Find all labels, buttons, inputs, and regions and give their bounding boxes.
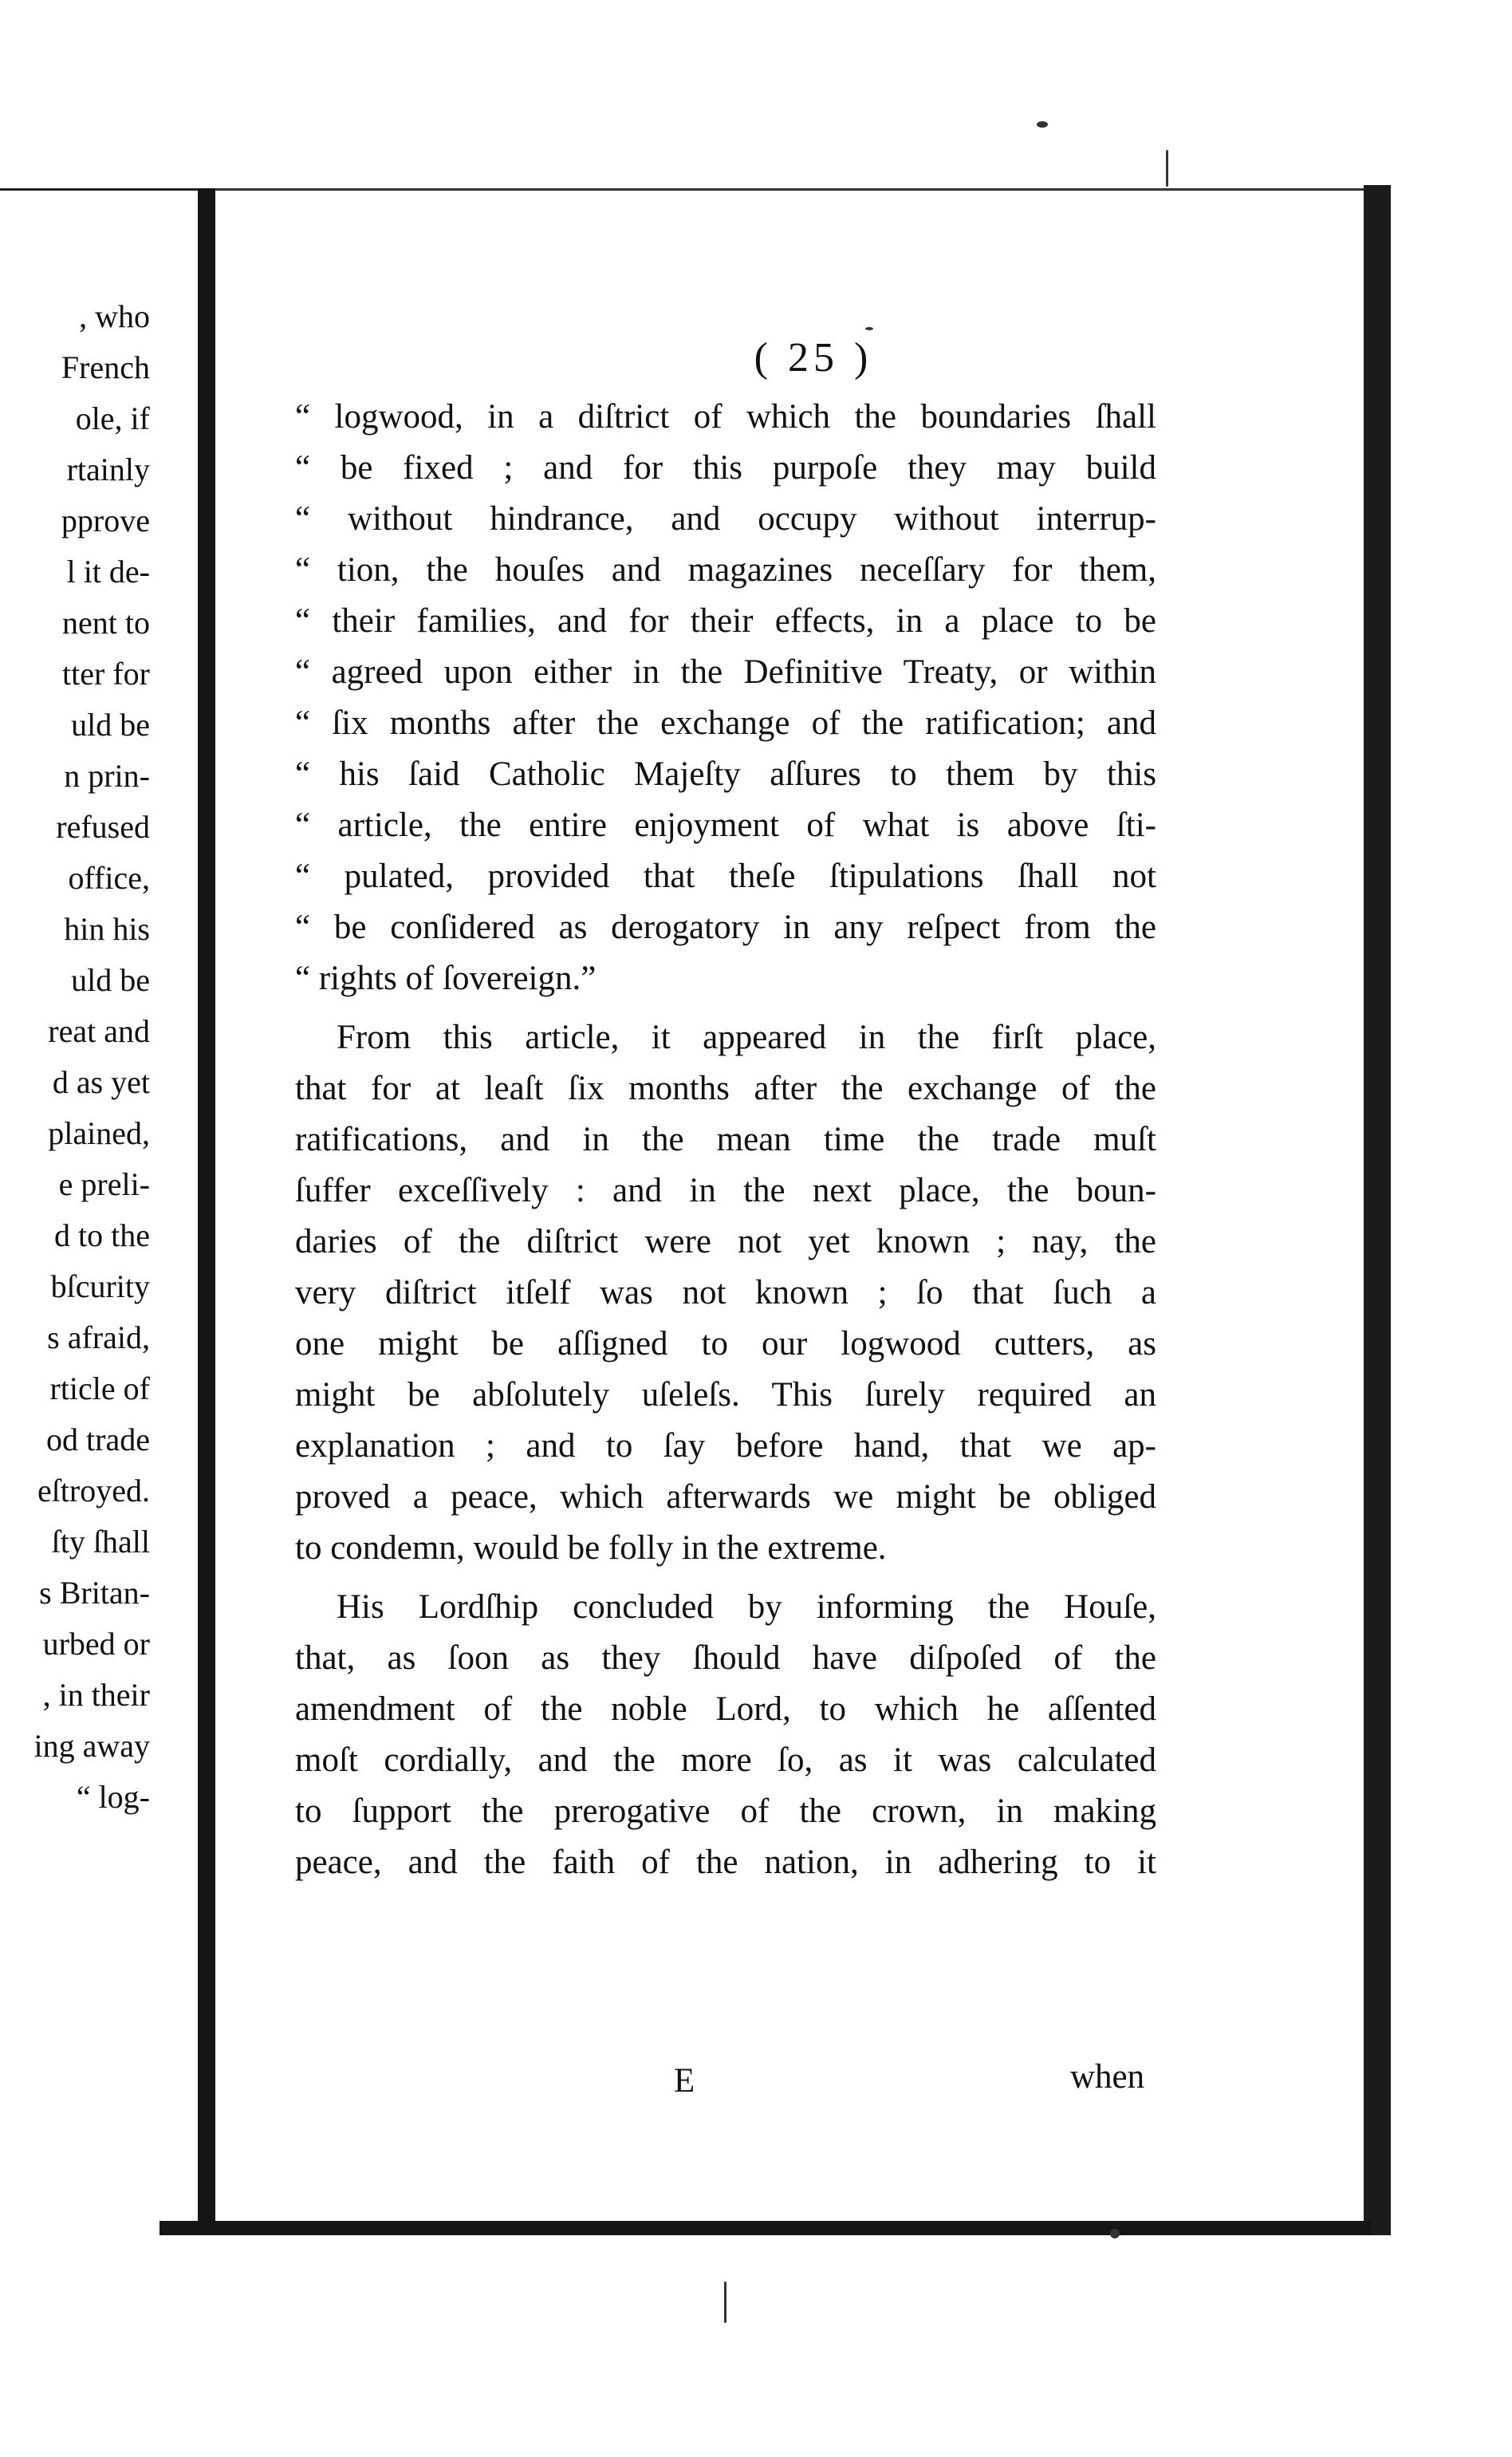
text-line: that for at leaſt ſix months after the exchange of the xyxy=(295,1070,1156,1107)
paragraph-gap xyxy=(295,1004,1156,1012)
binding-gutter xyxy=(198,188,215,2230)
text-line: “ logwood, in a diſtrict of which the boundaries ſhall xyxy=(295,398,1156,436)
right-page xyxy=(215,188,1364,2227)
text-line: “ be fixed ; and for this purpoſe they may build xyxy=(295,449,1156,487)
left-page-line: d as yet xyxy=(52,1064,150,1100)
left-page-line: d to the xyxy=(54,1217,150,1253)
left-page-line: e preli- xyxy=(58,1166,150,1202)
text-line: From this article, it appeared in the firſt place, xyxy=(337,1019,1156,1056)
text-line: that, as ſoon as they ſhould have diſpoſed of the xyxy=(295,1639,1156,1677)
left-page-line: ſty ſhall xyxy=(51,1524,150,1560)
left-page-line: ing away xyxy=(33,1728,150,1764)
left-page-line: eſtroyed. xyxy=(37,1473,150,1509)
text-line: explanation ; and to ſay before hand, that we ap- xyxy=(295,1427,1156,1465)
page-number: ( 25 ) xyxy=(754,335,873,381)
text-line: “ be conſidered as derogatory in any reſpect from the xyxy=(295,909,1156,946)
left-page-line: od trade xyxy=(46,1422,150,1457)
left-page-line: , who xyxy=(79,298,150,334)
scan-speck xyxy=(1037,121,1048,128)
text-line: “ his ſaid Catholic Majeſty aſſures to them by this xyxy=(295,755,1156,793)
text-line: “ without hindrance, and occupy without interrup- xyxy=(295,500,1156,538)
left-page-line: rtainly xyxy=(66,452,150,487)
scan-speck xyxy=(865,327,873,330)
left-page-line: office, xyxy=(68,860,150,896)
text-line: “ ſix months after the exchange of the ratification; and xyxy=(295,704,1156,742)
text-line: “ pulated, provided that theſe ſtipulations ſhall not xyxy=(295,858,1156,895)
text-line: “ tion, the houſes and magazines neceſſary for them, xyxy=(295,551,1156,589)
left-page-line: “ log- xyxy=(76,1779,150,1815)
page-edge-shadow xyxy=(1364,185,1391,2235)
text-line: very diſtrict itſelf was not known ; ſo that ſuch a xyxy=(295,1274,1156,1311)
left-page-line: s afraid, xyxy=(47,1319,150,1355)
text-line: to ſupport the prerogative of the crown, in making xyxy=(295,1792,1156,1830)
left-page-line: hin his xyxy=(64,911,150,947)
left-page-line: ole, if xyxy=(75,400,150,436)
left-page-line: urbed or xyxy=(42,1626,150,1662)
left-page-line: pprove xyxy=(61,503,150,538)
text-line: one might be aſſigned to our logwood cutters, as xyxy=(295,1325,1156,1363)
left-page-line: n prin- xyxy=(64,758,150,794)
left-page-line: rticle of xyxy=(49,1370,150,1406)
paragraph-gap xyxy=(295,1574,1156,1582)
text-line: “ their families, and for their effects, in a place to be xyxy=(295,602,1156,640)
left-page-line: reat and xyxy=(48,1013,150,1049)
text-line: ratifications, and in the mean time the trade muſt xyxy=(295,1121,1156,1158)
body-text xyxy=(295,392,1156,1888)
text-line: moſt cordially, and the more ſo, as it was calculated xyxy=(295,1741,1156,1779)
text-line: peace, and the faith of the nation, in adhering to it xyxy=(295,1844,1156,1881)
scan-speck xyxy=(1166,150,1168,187)
bottom-binding-edge xyxy=(159,2221,1372,2235)
text-line: “ rights of ſovereign.” xyxy=(295,960,597,997)
left-page-line: plained, xyxy=(48,1115,150,1151)
left-page-line: refused xyxy=(56,809,150,845)
left-page-line: uld be xyxy=(71,707,150,743)
scan-speck xyxy=(1110,2229,1120,2238)
left-page-line: l it de- xyxy=(66,554,150,590)
left-page-line: bſcurity xyxy=(50,1268,150,1304)
scan-speck xyxy=(724,2282,726,2323)
text-line: His Lordſhip concluded by informing the Houſe, xyxy=(337,1588,1156,1626)
text-line: daries of the diſtrict were not yet known ; nay, the xyxy=(295,1223,1156,1260)
signature-mark: E xyxy=(674,2062,695,2100)
left-page-line: nent to xyxy=(62,605,150,641)
text-line: proved a peace, which afterwards we might be obliged xyxy=(295,1478,1156,1516)
left-page-fragment xyxy=(0,188,198,2233)
text-line: might be abſolutely uſeleſs. This ſurely required an xyxy=(295,1376,1156,1414)
catchword: when xyxy=(1070,2058,1145,2096)
text-line: “ article, the entire enjoyment of what is above ſti- xyxy=(295,807,1156,844)
left-page-line: s Britan- xyxy=(39,1575,150,1611)
left-page-line: tter for xyxy=(62,656,150,692)
text-line: amendment of the noble Lord, to which he aſſented xyxy=(295,1690,1156,1728)
left-page-line: French xyxy=(61,349,150,385)
left-page-line: uld be xyxy=(71,962,150,998)
text-line: ſuffer exceſſively : and in the next place, the boun- xyxy=(295,1172,1156,1209)
text-line: to condemn, would be folly in the extreme. xyxy=(295,1529,887,1567)
left-page-line: , in their xyxy=(42,1677,150,1713)
text-line: “ agreed upon either in the Definitive Treaty, or within xyxy=(295,653,1156,691)
